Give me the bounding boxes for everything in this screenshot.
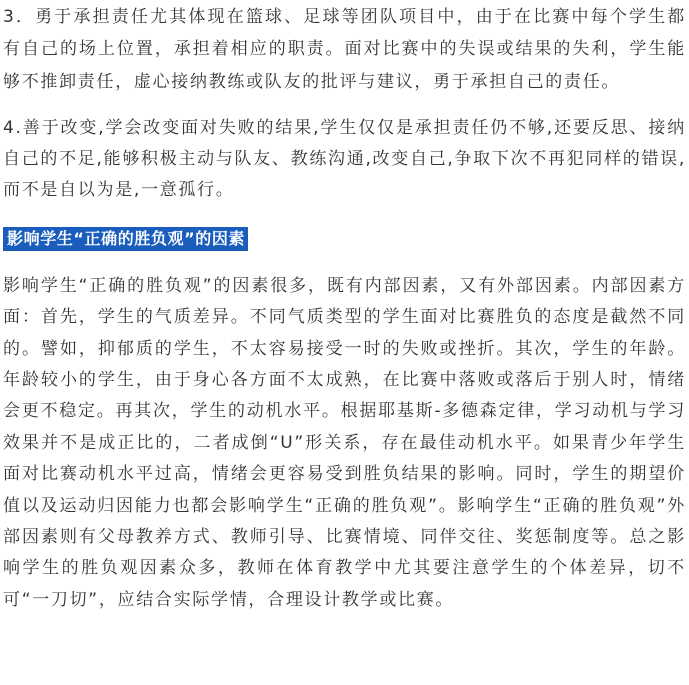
section-heading-highlighted: 影响学生“正确的胜负观”的因素: [3, 227, 248, 251]
paragraph-factors: 影响学生“正确的胜负观”的因素很多，既有内部因素，又有外部因素。内部因素方面：首先，学生的气质差异。不同气质类型的学生面对比赛胜负的态度是截然不同的。譬如，抑郁质的学生，不太容易接受一时的失败或挫折。其次，学生的年龄。年龄较小的学生，由于身心各方面不太成熟，在比赛中落败或落后于别人时，情绪会更不稳定。再其次，学生的动机水平。根据耶基斯-多德森定律，学习动机与学习效果并不是成正比的，二者成倒“U”形关系，存在最佳动机水平。如果青少年学生面对比赛动机水平过高，情绪会更容易受到胜负结果的影响。同时，学生的期望价值以及运动归因能力也都会影响学生“正确的胜负观”。影响学生“正确的胜负观”外部因素则有父母教养方式、教师引导、比赛情境、同伴交往、奖惩制度等。总之影响学生的胜负观因素众多，教师在体育教学中尤其要注意学生的个体差异，切不可“一刀切”，应结合实际学情，合理设计教学或比赛。: [3, 275, 686, 610]
article-body: [3, 0, 686, 616]
section-heading-wrapper: [3, 227, 686, 251]
paragraph-responsibility: 3．勇于承担责任尤其体现在篮球、足球等团队项目中，由于在比赛中每个学生都有自己的场上位置，承担着相应的职责。面对比赛中的失误或结果的失利，学生能够不推卸责任，虚心接纳教练或队友的批评与建议，勇于承担自己的责任。: [3, 7, 686, 92]
paragraph-change: 4.善于改变,学会改变面对失败的结果,学生仅仅是承担责任仍不够,还要反思、接纳自己的不足,能够积极主动与队友、教练沟通,改变自己,争取下次不再犯同样的错误,而不是自以为是,一意孤行。: [3, 117, 686, 201]
